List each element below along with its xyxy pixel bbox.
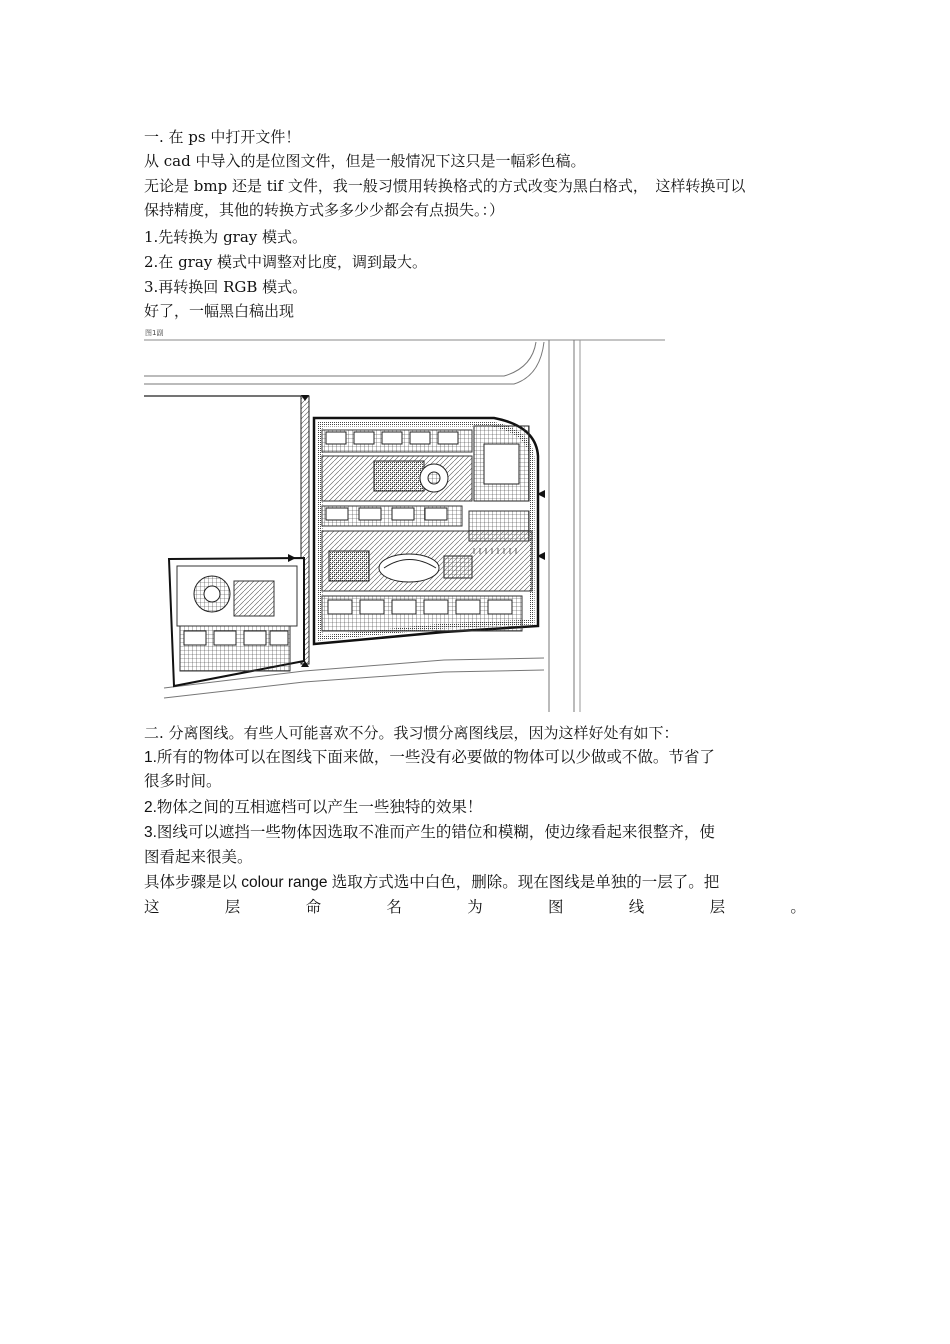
item1-line2: 很多时间。 [144, 773, 222, 790]
step-2: 2.在 gray 模式中调整对比度，调到最大。 [144, 253, 428, 271]
section1-paragraph2-line2: 保持精度，其他的转换方式多多少少都会有点损失。：） [144, 201, 505, 219]
section2-heading: 二. 分离图线。有些人可能喜欢不分。我习惯分离图线层，因为这样好处有如下： [144, 724, 679, 742]
detail-char: 命 [305, 899, 322, 916]
item1-line1: 1.所有的物体可以在图线下面来做，一些没有必要做的物体可以少做或不做。节省了 [144, 749, 715, 766]
step-3: 3.再转换回 RGB 模式。 [144, 278, 308, 296]
item3-line2: 图看起来很美。 [144, 849, 253, 866]
detail-line1: 具体步骤是以 colour range 选取方式选中白色，删除。现在图线是单独的一层了。把 [144, 874, 720, 891]
detail-char: 线 [628, 899, 645, 916]
section1-paragraph1: 从 cad 中导入的是位图文件，但是一般情况下这只是一幅彩色稿。 [144, 152, 586, 170]
detail-line2 [144, 897, 806, 919]
item2: 2.物体之间的互相遮档可以产生一些独特的效果！ [144, 799, 483, 816]
detail-char: 图 [547, 899, 564, 916]
result-text: 好了，一幅黑白稿出现 [144, 302, 295, 320]
detail-char: 层 [224, 899, 241, 916]
detail-char: 这 [144, 899, 160, 916]
site-plan-figure [144, 326, 665, 712]
detail-char: 层 [709, 899, 726, 916]
section1-paragraph2-line1: 无论是 bmp 还是 tif 文件，我一般习惯用转换格式的方式改变为黑白格式， 这样转换可以 [144, 177, 746, 195]
detail-char: 名 [386, 899, 402, 916]
step-1: 1.先转换为 gray 模式。 [144, 228, 308, 246]
item3-line1: 3.图线可以遮挡一些物体因选取不准而产生的错位和模糊，使边缘看起来很整齐，使 [144, 824, 715, 841]
detail-char: 为 [467, 899, 483, 916]
figure-corner-label: 图1副 [145, 329, 164, 337]
detail-char: 。 [790, 899, 806, 916]
section1-heading: 一. 在 ps 中打开文件！ [144, 128, 301, 146]
